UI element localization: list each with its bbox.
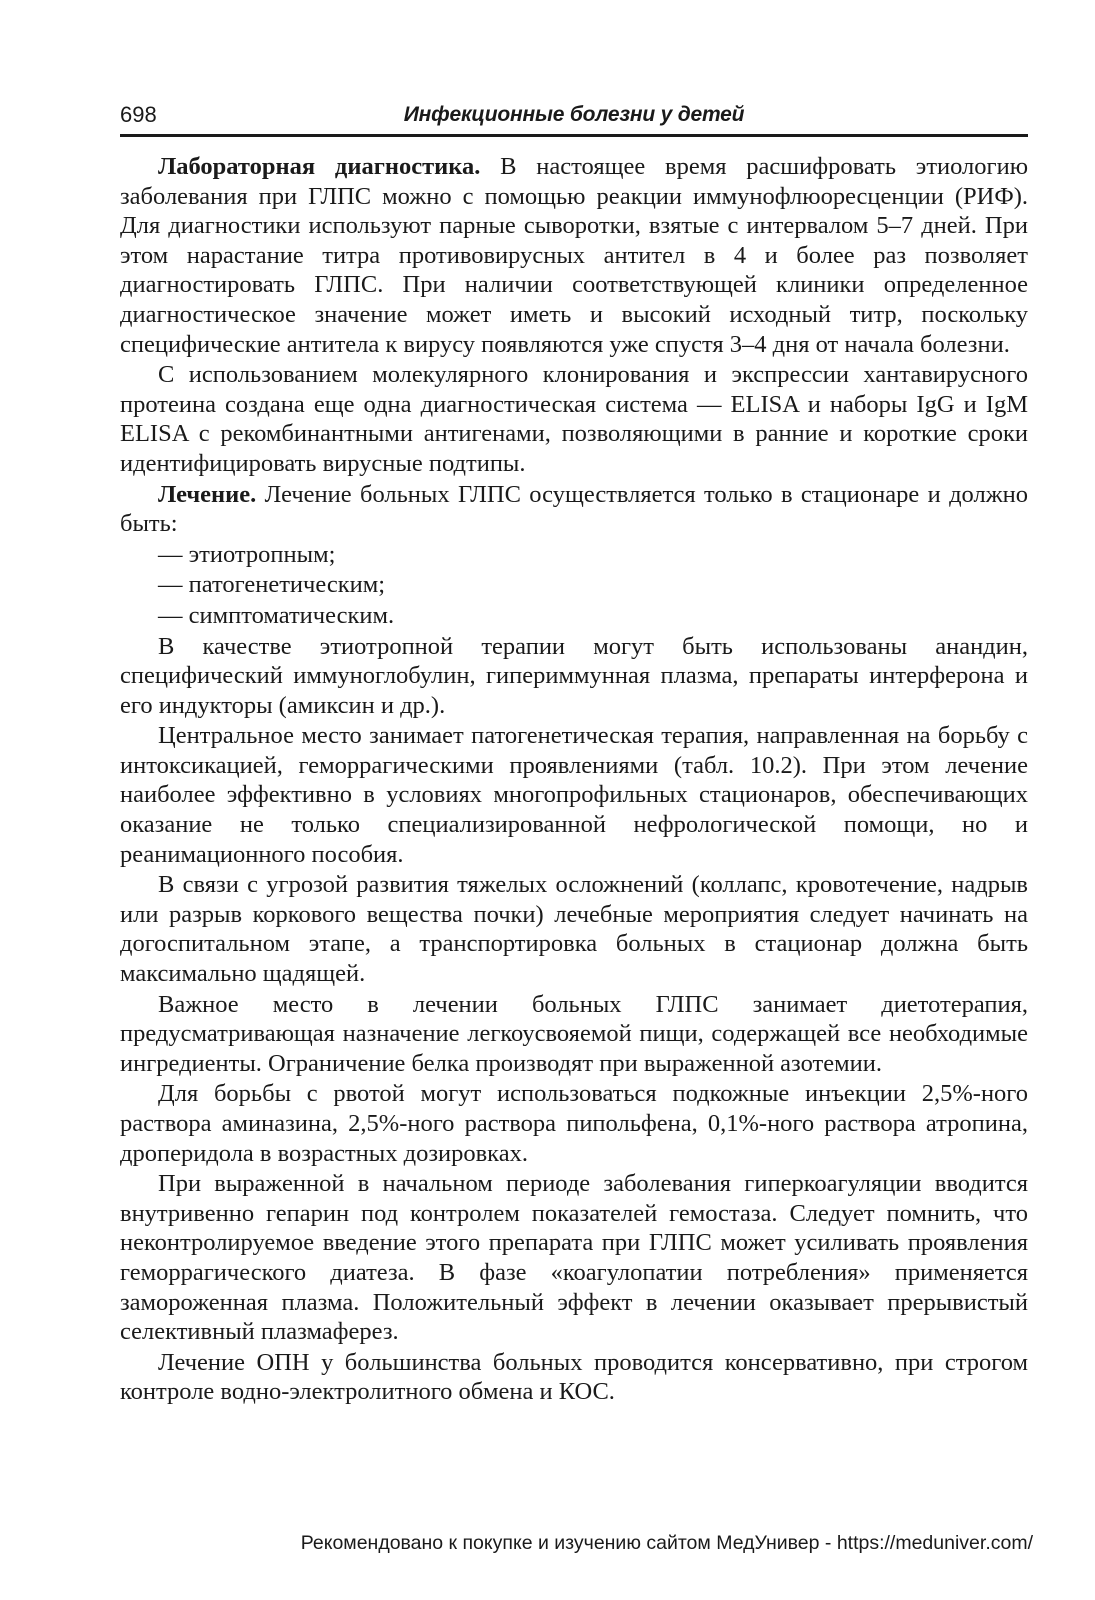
list-item: — патогенетическим; xyxy=(158,571,386,599)
paragraph-pathogenetic: Центральное место занимает патогенетическая терапия, направленная на борьбу с интоксикацией, геморрагическими проявлениями (табл. 10.2). При этом лечение наиболее эффективно в условиях многопрофильных стационаров, обеспечивающих оказание не только специализированной нефрологической помощи, но и реанимационного пособия. xyxy=(120,722,1028,868)
paragraph-lab-diagnostics xyxy=(120,152,1028,359)
page-header xyxy=(120,100,1028,137)
paragraph-hypercoagulation: При выраженной в начальном периоде заболевания гиперкоагуляции вводится внутривенно гепарин под контролем показателей гемостаза. Следует помнить, что неконтролируемое введение этого препарата при ГЛПС может усиливать проявления геморрагического диатеза. В фазе «коагулопатии потребления» применяется замороженная плазма. Положительный эффект в лечении оказывает прерывистый селективный плазмаферез. xyxy=(120,1170,1028,1346)
paragraph-lead: Лабораторная диагностика. xyxy=(158,153,481,180)
page-number: 698 xyxy=(120,102,157,127)
paragraph-lead: Лечение. xyxy=(158,480,257,508)
list-item: — этиотропным; xyxy=(158,540,336,568)
paragraph-elisa: С использованием молекулярного клонирования и экспрессии хантавирусного протеина создана еще одна диагностическая система — ELISA и наборы IgG и IgM ELISA с рекомбинантными антигенами, позволяющими в ранние и короткие сроки идентифицировать вирусные подтипы. xyxy=(120,361,1028,477)
paragraph-text: Лечение больных ГЛПС осуществляется только в стационаре и должно быть: xyxy=(120,480,1028,538)
list-item: — симптоматическим. xyxy=(158,601,395,629)
paragraph-treatment xyxy=(120,480,1028,539)
paragraph-complications: В связи с угрозой развития тяжелых осложнений (коллапс, кровотечение, надрыв или разрыв коркового вещества почки) лечебные мероприятия следует начинать на догоспитальном этапе, а транспортировка больных в стационар должна быть максимально щадящей. xyxy=(120,871,1028,988)
paragraph-etiotropic: В качестве этиотропной терапии могут быть использованы анандин, специфический иммуноглобулин, гипериммунная плазма, препараты интерферона и его индукторы (амиксин и др.). xyxy=(120,632,1028,719)
paragraph-text: В настоящее время расшифровать этиологию заболевания при ГЛПС можно с помощью реакции иммунофлюоресценции (РИФ). Для диагностики используют парные сыворотки, взятые с интервалом 5–7 дней. При этом нарастание титра противовирусных антител в 4 и более раз позволяет диагностировать ГЛПС. При наличии соответствующей клиники определенное диагностическое значение может иметь и высокий исходный титр, поскольку специфические антитела к вирусу появляются уже спустя 3–4 дня от начала болезни. xyxy=(120,153,1028,358)
footer-recommendation: Рекомендовано к покупке и изучению сайтом МедУнивер - https://meduniver.com/ xyxy=(300,1532,1033,1554)
paragraph-diet: Важное место в лечении больных ГЛПС занимает диетотерапия, предусматривающая назначение легкоусвояемой пищи, содержащей все необходимые ингредиенты. Ограничение белка производят при выраженной азотемии. xyxy=(120,990,1028,1077)
paragraph-vomiting: Для борьбы с рвотой могут использоваться подкожные инъекции 2,5%-ного раствора аминазина, 2,5%-ного раствора пипольфена, 0,1%-ного раствора атропина, дроперидола в возрастных дозировках. xyxy=(120,1080,1028,1167)
body-text xyxy=(120,152,1028,1408)
paragraph-opn: Лечение ОПН у большинства больных проводится консервативно, при строгом контроле водно-электролитного обмена и КОС. xyxy=(120,1348,1028,1406)
running-title: Инфекционные болезни у детей xyxy=(403,103,745,126)
